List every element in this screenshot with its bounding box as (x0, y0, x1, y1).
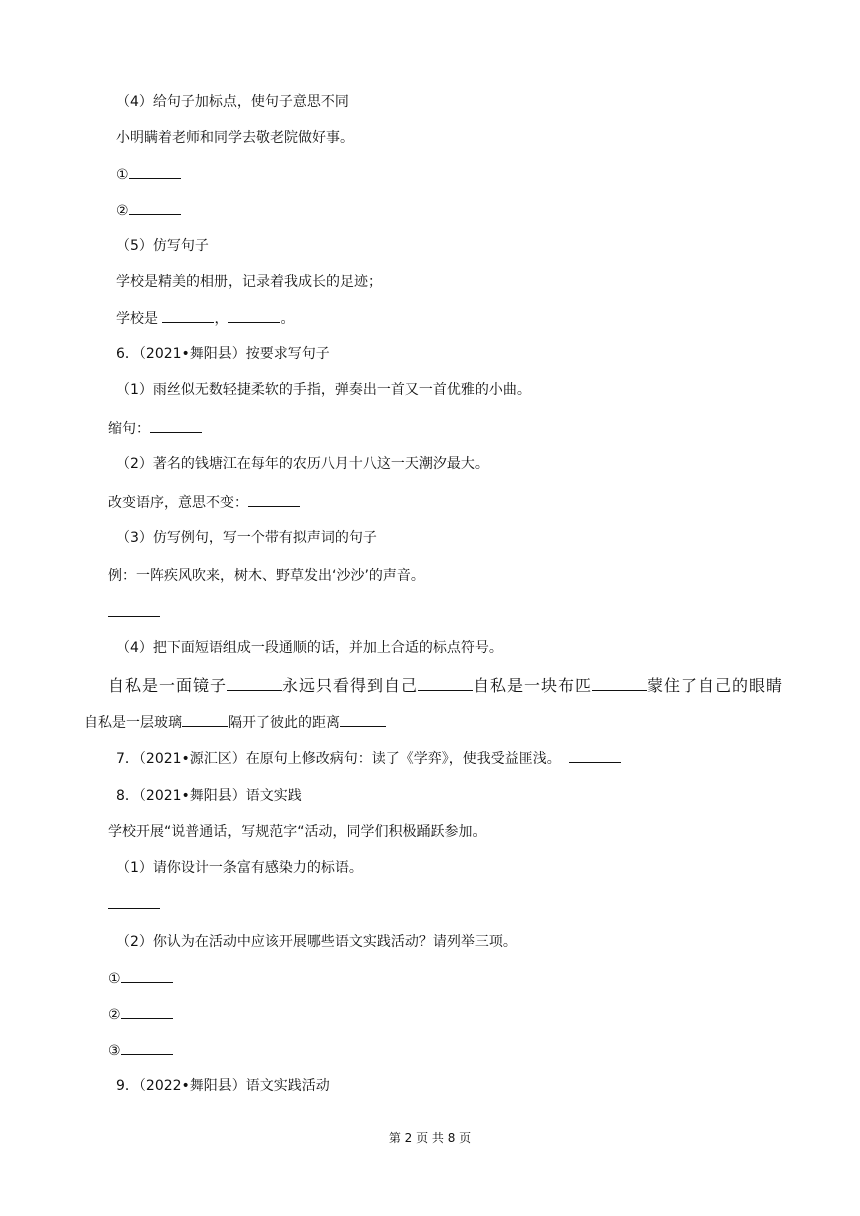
question-4-prompt: （4）给句子加标点，使句子意思不同 (116, 94, 349, 110)
activity-answer-2: ② (108, 1004, 173, 1025)
blank-field[interactable] (121, 1004, 173, 1019)
answer-line-1: ① (116, 164, 181, 185)
blank-field[interactable] (228, 308, 280, 323)
phrase-line-1: 自私是一面镜子 永远只看得到自己 自私是一块布匹 蒙住了自己的眼睛 (108, 676, 784, 695)
imitation-line: 学校是 ， 。 (116, 308, 294, 329)
reorder-answer-line: 改变语序，意思不变： (108, 492, 300, 513)
blank-field[interactable] (418, 676, 473, 691)
question-6-4-prompt: （4）把下面短语组成一段通顺的话，并加上合适的标点符号。 (116, 640, 503, 656)
activity-answer-1: ① (108, 968, 173, 989)
shorten-answer-line: 缩句： (108, 418, 202, 439)
example-sentence-2: 例：一阵疾风吹来，树木、野草发出‘沙沙’的声音。 (108, 568, 425, 584)
page-number-footer: 第 2 页 共 8 页 (388, 1131, 472, 1145)
question-6-3-prompt: （3）仿写例句，写一个带有拟声词的句子 (116, 530, 377, 546)
blank-field[interactable] (569, 748, 621, 763)
answer-line-2: ② (116, 200, 181, 221)
phrase-line-2: 自私是一层玻璃 隔开了彼此的距离 (84, 712, 386, 733)
blank-field[interactable] (108, 602, 160, 617)
activity-description: 学校开展“说普通话，写规范字“活动，同学们积极踊跃参加。 (108, 824, 487, 840)
answer-line-4 (108, 894, 160, 915)
sentence-to-punctuate: 小明瞒着老师和同学去敬老院做好事。 (116, 130, 354, 146)
blank-field[interactable] (248, 492, 300, 507)
blank-field[interactable] (227, 676, 282, 691)
question-7: 7．（2021•源汇区）在原句上修改病句：读了《学弈》，使我受益匪浅。 (116, 748, 621, 769)
blank-field[interactable] (121, 968, 173, 983)
example-sentence: 学校是精美的相册，记录着我成长的足迹； (116, 274, 382, 290)
blank-field[interactable] (129, 164, 181, 179)
blank-field[interactable] (121, 1040, 173, 1055)
question-8-title: 8．（2021•舞阳县）语文实践 (116, 788, 302, 804)
question-6-2-prompt: （2）著名的钱塘江在每年的农历八月十八这一天潮汐最大。 (116, 456, 489, 472)
answer-line-3 (108, 602, 160, 623)
question-6-1-prompt: （1）雨丝似无数轻捷柔软的手指，弹奏出一首又一首优雅的小曲。 (116, 382, 531, 398)
blank-field[interactable] (182, 712, 228, 727)
question-8-1-prompt: （1）请你设计一条富有感染力的标语。 (116, 860, 363, 876)
question-9-title: 9．（2022•舞阳县）语文实践活动 (116, 1078, 330, 1094)
blank-field[interactable] (340, 712, 386, 727)
blank-field[interactable] (592, 676, 647, 691)
question-5-prompt: （5）仿写句子 (116, 238, 209, 254)
blank-field[interactable] (129, 200, 181, 215)
question-6-title: 6．（2021•舞阳县）按要求写句子 (116, 346, 330, 362)
activity-answer-3: ③ (108, 1040, 173, 1061)
blank-field[interactable] (150, 418, 202, 433)
blank-field[interactable] (108, 894, 160, 909)
blank-field[interactable] (162, 308, 214, 323)
question-8-2-prompt: （2）你认为在活动中应该开展哪些语文实践活动？请列举三项。 (116, 934, 517, 950)
